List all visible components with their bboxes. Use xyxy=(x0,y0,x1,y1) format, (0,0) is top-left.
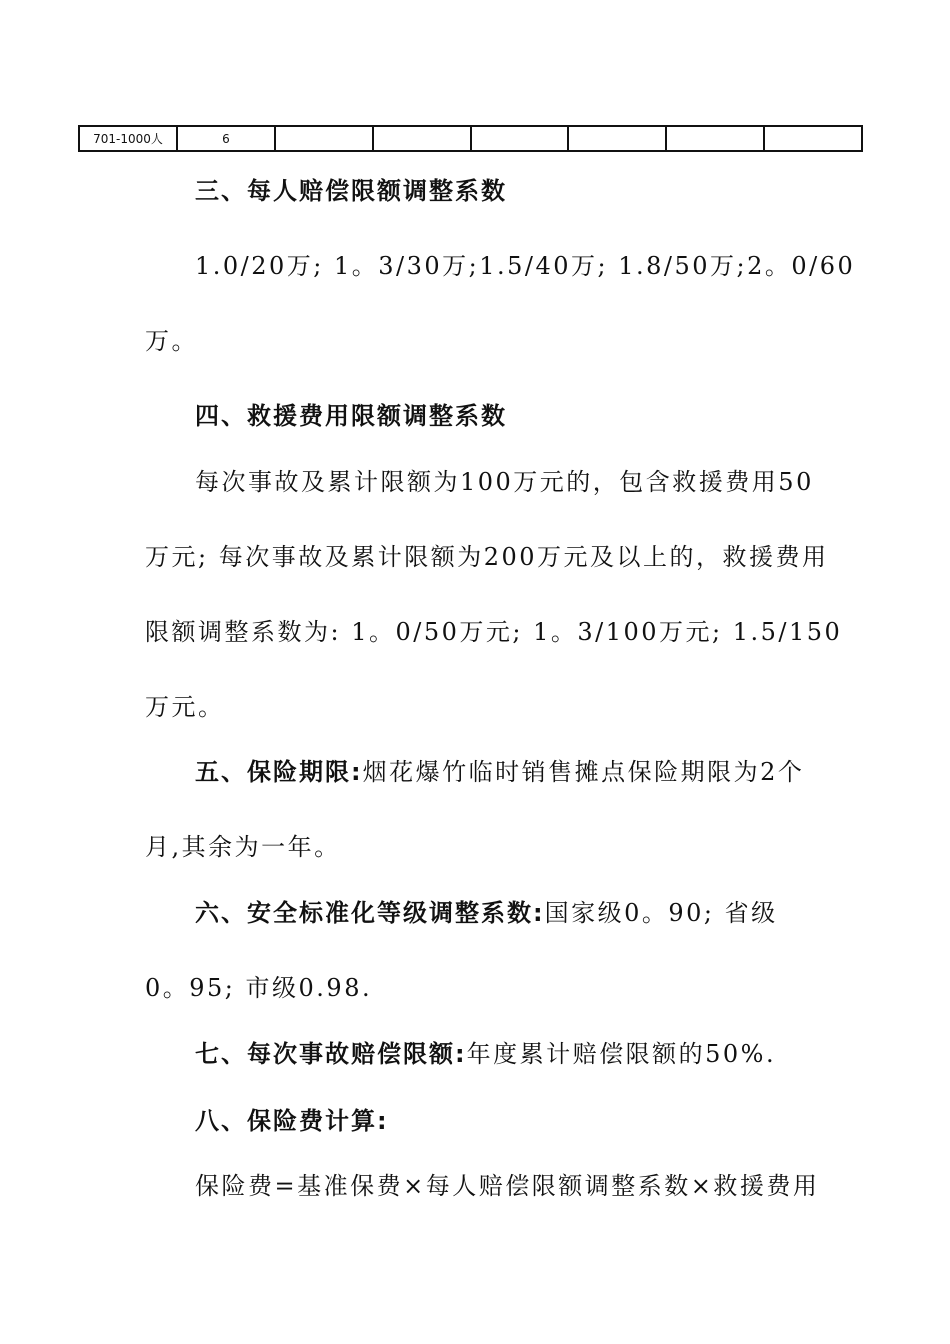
section-6-text: 国家级0。90; 省级 xyxy=(544,899,778,927)
section-4-text-line-1: 每次事故及累计限额为100万元的，包含救援费用50 xyxy=(195,468,814,496)
table-cell xyxy=(764,126,862,151)
section-5-line-1 xyxy=(195,757,875,787)
table-cell xyxy=(666,126,764,151)
section-4-heading: 四、救援费用限额调整系数 xyxy=(195,402,507,430)
section-5-heading: 五、保险期限: xyxy=(195,758,363,786)
section-3-text-line-2: 万。 xyxy=(145,327,198,355)
table-cell xyxy=(471,126,569,151)
table-cell: 701-1000人 xyxy=(79,126,177,151)
table-cell xyxy=(568,126,666,151)
table-row xyxy=(79,126,862,151)
section-7-line xyxy=(195,1039,875,1069)
section-5-text: 烟花爆竹临时销售摊点保险期限为2个 xyxy=(362,758,805,786)
section-8-heading: 八、保险费计算: xyxy=(195,1107,389,1135)
coefficient-table xyxy=(78,125,863,152)
section-3-heading: 三、每人赔偿限额调整系数 xyxy=(195,177,507,205)
section-3-text-line-1: 1.0/20万; 1。3/30万;1.5/40万; 1.8/50万;2。0/60 xyxy=(195,252,856,280)
table-cell: 6 xyxy=(177,126,275,151)
section-7-text: 年度累计赔偿限额的50%. xyxy=(466,1040,777,1068)
section-7-heading: 七、每次事故赔偿限额: xyxy=(195,1040,467,1068)
section-4-text-line-2: 万元; 每次事故及累计限额为200万元及以上的，救援费用 xyxy=(145,543,829,571)
table-cell xyxy=(275,126,373,151)
section-4-text-line-3: 限额调整系数为: 1。0/50万元; 1。3/100万元; 1.5/150 xyxy=(145,618,843,646)
section-6-line-1 xyxy=(195,898,875,928)
section-6-heading: 六、安全标准化等级调整系数: xyxy=(195,899,545,927)
table-cell xyxy=(373,126,471,151)
section-5-text-line-2: 月,其余为一年。 xyxy=(145,833,341,861)
section-8-text-line-1: 保险费=基准保费×每人赔偿限额调整系数×救援费用 xyxy=(195,1172,820,1200)
section-6-text-line-2: 0。95; 市级0.98. xyxy=(145,974,373,1002)
section-4-text-line-4: 万元。 xyxy=(145,693,225,721)
